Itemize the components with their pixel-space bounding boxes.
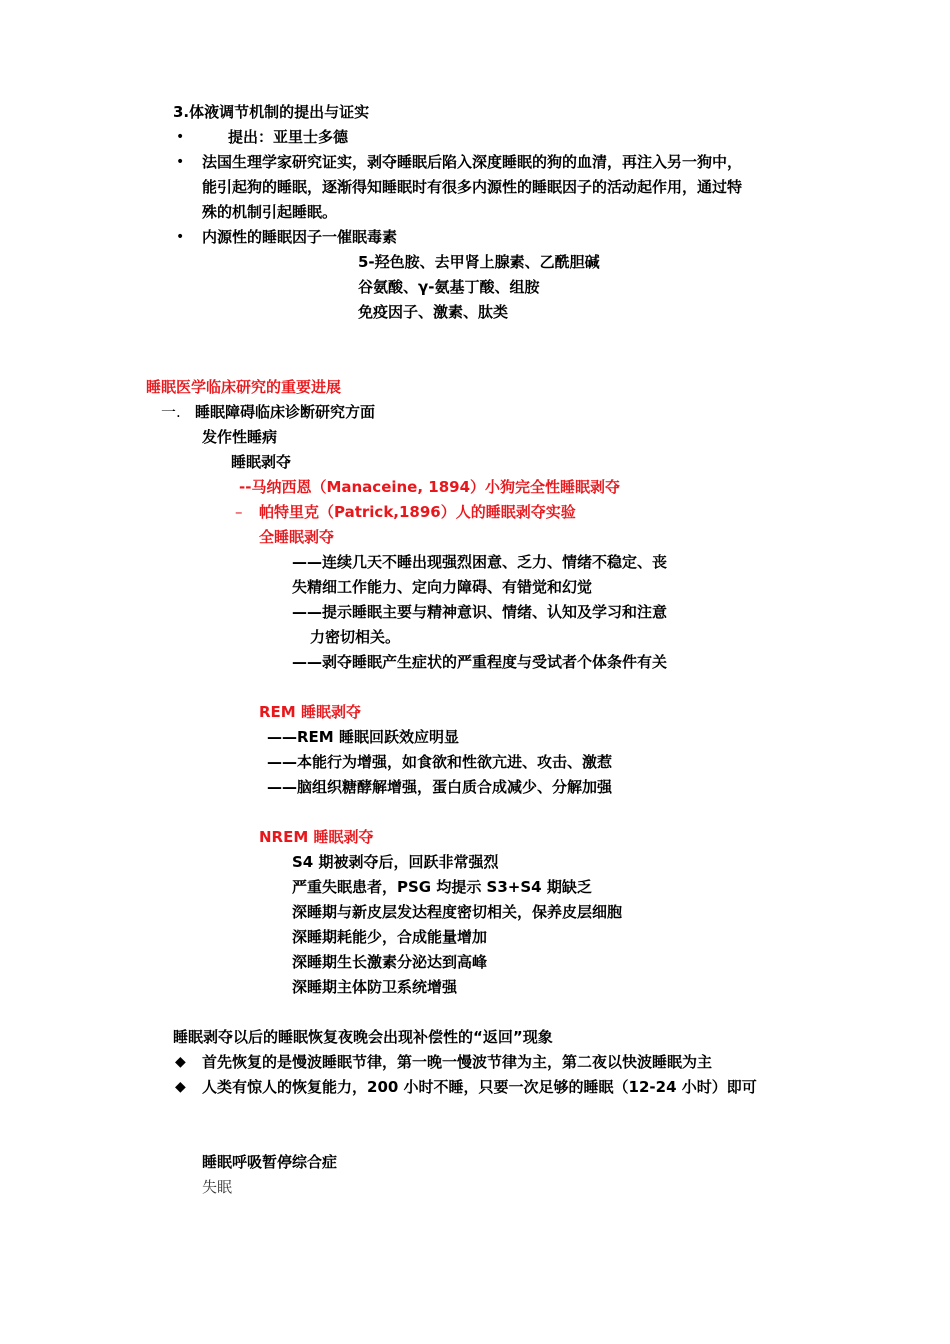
bullet-proposed: 提出：亚里士多德 [228,128,349,146]
bullet-french-study-line2: 能引起狗的睡眠，逐渐得知睡眠时有很多内源性的睡眠因子的活动起作用，通过特 [202,178,743,196]
total-deprivation-title: 全睡眠剥夺 [259,528,335,546]
factor-line: 免疫因子、激素、肽类 [358,303,509,321]
nrem-deprivation-line: 深睡期与新皮层发达程度密切相关，保养皮层细胞 [292,903,623,921]
rebound-line: 人类有惊人的恢复能力，200 小时不睡，只要一次足够的睡眠（12-24 小时）即可 [202,1078,757,1096]
factor-line: 谷氨酸、γ-氨基丁酸、组胺 [358,278,540,296]
section-title-clinical: 睡眠医学临床研究的重要进展 [146,378,342,396]
nrem-deprivation-line: 深睡期生长激素分泌达到高峰 [292,953,488,971]
topic-sleep-apnea: 睡眠呼吸暂停综合症 [202,1153,338,1171]
subsection-title: 睡眠障碍临床诊断研究方面 [195,403,376,421]
bullet-endogenous-factors: 内源性的睡眠因子一催眠毒素 [202,228,398,246]
bullet-french-study-line1: 法国生理学家研究证实，剥夺睡眠后陷入深度睡眠的狗的血清，再注入另一狗中， [202,153,743,171]
bullet-icon: • [176,154,185,170]
nrem-deprivation-line: S4 期被剥夺后，回跃非常强烈 [292,853,499,871]
total-deprivation-line: 失精细工作能力、定向力障碍、有错觉和幻觉 [292,578,593,596]
rem-deprivation-title: REM 睡眠剥夺 [259,703,361,721]
total-deprivation-line: 力密切相关。 [310,628,401,646]
manaceine-study: --马纳西恩（Manaceine, 1894）小狗完全性睡眠剥夺 [239,478,621,496]
rem-deprivation-line: ——本能行为增强，如食欲和性欲亢进、攻击、激惹 [267,753,613,771]
dash-marker: – [235,503,243,521]
total-deprivation-line: ——剥夺睡眠产生症状的严重程度与受试者个体条件有关 [292,653,668,671]
bullet-icon: • [176,129,185,145]
nrem-deprivation-line: 深睡期耗能少，合成能量增加 [292,928,488,946]
nrem-deprivation-line: 深睡期主体防卫系统增强 [292,978,458,996]
topic-sleep-deprivation: 睡眠剥夺 [231,453,292,471]
rem-deprivation-line: ——REM 睡眠回跃效应明显 [267,728,459,746]
topic-narcolepsy: 发作性睡病 [202,428,278,446]
rem-deprivation-line: ——脑组织糖酵解增强，蛋白质合成减少、分解加强 [267,778,613,796]
factor-line: 5-羟色胺、去甲肾上腺素、乙酰胆碱 [358,253,600,271]
roman-marker: 一. [161,403,181,421]
diamond-bullet-icon: ◆ [175,1054,186,1070]
nrem-deprivation-title: NREM 睡眠剥夺 [259,828,374,846]
rebound-title: 睡眠剥夺以后的睡眠恢复夜晚会出现补偿性的“返回”现象 [173,1028,553,1046]
total-deprivation-line: ——提示睡眠主要与精神意识、情绪、认知及学习和注意 [292,603,668,621]
section-heading-humoral: 3.体液调节机制的提出与证实 [173,103,370,121]
diamond-bullet-icon: ◆ [175,1079,186,1095]
nrem-deprivation-line: 严重失眠患者，PSG 均提示 S3+S4 期缺乏 [292,878,592,896]
bullet-icon: • [176,229,185,245]
rebound-line: 首先恢复的是慢波睡眠节律，第一晚一慢波节律为主，第二夜以快波睡眠为主 [202,1053,713,1071]
topic-insomnia: 失眠 [202,1178,233,1196]
total-deprivation-line: ——连续几天不睡出现强烈困意、乏力、情绪不稳定、丧 [292,553,668,571]
bullet-french-study-line3: 殊的机制引起睡眠。 [202,203,338,221]
patrick-study: 帕特里克（Patrick,1896）人的睡眠剥夺实验 [259,503,576,521]
